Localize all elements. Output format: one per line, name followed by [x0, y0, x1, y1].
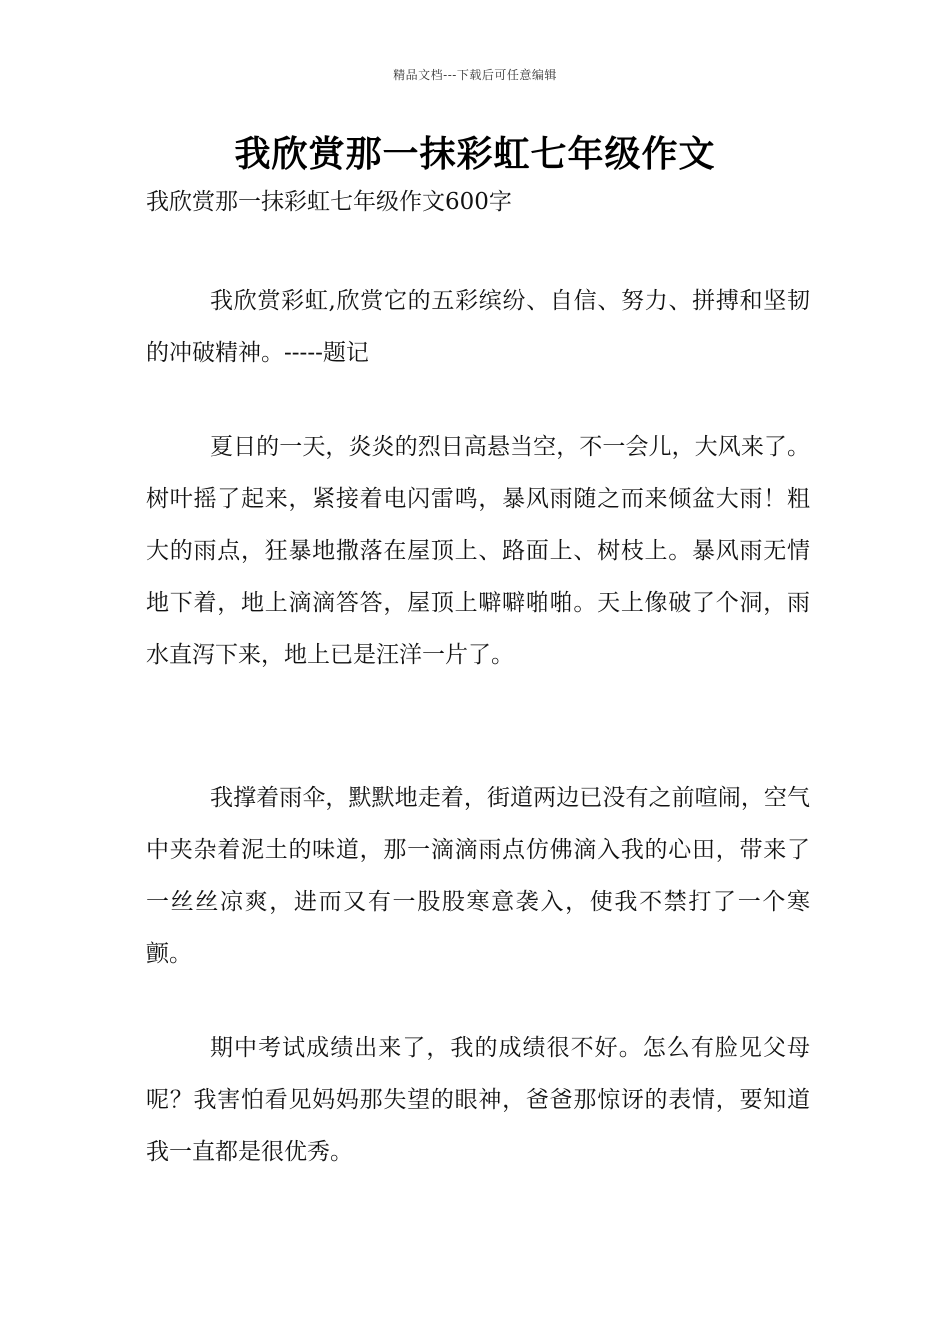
paragraph-umbrella-walk: 我撑着雨伞，默默地走着，街道两边已没有之前喧闹，空气中夹杂着泥土的味道，那一滴滴雨点仿佛滴入我的心田，带来了一丝丝凉爽，进而又有一股股寒意袭入，使我不禁打了一个寒颤。 [146, 785, 810, 967]
page-subtitle: 我欣赏那一抹彩虹七年级作文600字 [146, 189, 512, 215]
header-note: 精品文档---下载后可任意编辑 [393, 68, 557, 82]
paragraph-storm: 夏日的一天，炎炎的烈日高悬当空，不一会儿，大风来了。树叶摇了起来，紧接着电闪雷鸣，暴风雨随之而来倾盆大雨！粗大的雨点，狂暴地撒落在屋顶上、路面上、树枝上。暴风雨无情地下着，地上滴滴答答，屋顶上噼噼啪啪。天上像破了个洞，雨水直泻下来，地上已是汪洋一片了。 [146, 434, 810, 668]
paragraph-exam-results: 期中考试成绩出来了，我的成绩很不好。怎么有脸见父母呢？我害怕看见妈妈那失望的眼神，爸爸那惊讶的表情，要知道我一直都是很优秀。 [146, 1035, 810, 1165]
page-title: 我欣赏那一抹彩虹七年级作文 [234, 133, 716, 175]
paragraph-epigraph: 我欣赏彩虹,欣赏它的五彩缤纷、自信、努力、拼搏和坚韧的冲破精神。-----题记 [146, 288, 810, 366]
